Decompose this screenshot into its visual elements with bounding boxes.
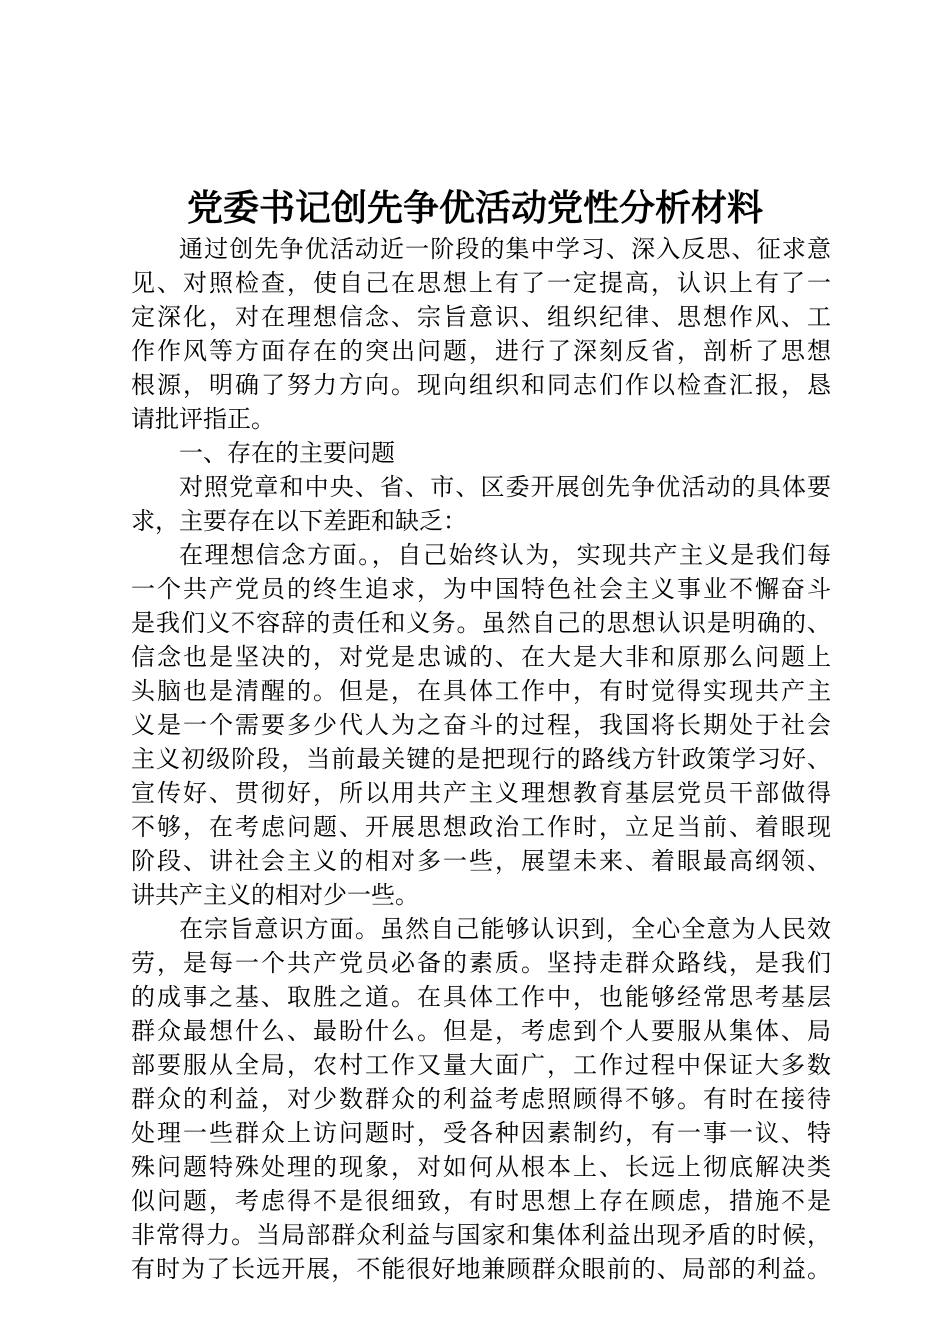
text-line: 劳，是每一个共产党员必备的素质。坚持走群众路线，是我们 [131, 949, 831, 977]
text-line: 请批评指正。 [131, 405, 275, 433]
text-line: 在宗旨意识方面。虽然自己能够认识到，全心全意为人民效 [179, 915, 831, 943]
text-line: 一个共产党员的终生追求，为中国特色社会主义事业不懈奋斗 [131, 575, 831, 603]
text-line: 主义初级阶段，当前最关键的是把现行的路线方针政策学习好、 [131, 745, 831, 773]
text-line: 对照党章和中央、省、市、区委开展创先争优活动的具体要 [179, 473, 831, 501]
text-line: 信念也是坚决的，对党是忠诚的、在大是大非和原那么问题上 [131, 643, 831, 671]
text-line: 的成事之基、取胜之道。在具体工作中，也能够经常思考基层 [131, 983, 831, 1011]
text-line: 在理想信念方面。，自己始终认为，实现共产主义是我们每 [179, 541, 831, 569]
text-line: 通过创先争优活动近一阶段的集中学习、深入反思、征求意 [179, 235, 831, 263]
text-line: 处理一些群众上访问题时，受各种因素制约，有一事一议、特 [131, 1119, 831, 1147]
text-line: 有时为了长远开展，不能很好地兼顾群众眼前的、局部的利益。 [131, 1255, 831, 1283]
text-line: 群众最想什么、最盼什么。但是，考虑到个人要服从集体、局 [131, 1017, 831, 1045]
text-line: 定深化，对在理想信念、宗旨意识、组织纪律、思想作风、工 [131, 303, 831, 331]
text-line: 讲共产主义的相对少一些。 [131, 881, 419, 909]
text-line: 一、存在的主要问题 [179, 439, 395, 467]
text-line: 似问题，考虑得不是很细致，有时思想上存在顾虑，措施不是 [131, 1187, 831, 1215]
text-line: 是我们义不容辞的责任和义务。虽然自己的思想认识是明确的、 [131, 609, 831, 637]
text-line: 不够，在考虑问题、开展思想政治工作时，立足当前、着眼现 [131, 813, 831, 841]
text-line: 群众的利益，对少数群众的利益考虑照顾得不够。有时在接待 [131, 1085, 831, 1113]
text-line: 非常得力。当局部群众利益与国家和集体利益出现矛盾的时候， [131, 1221, 831, 1249]
text-line: 求，主要存在以下差距和缺乏： [131, 507, 467, 535]
document-body [131, 232, 831, 1286]
text-line: 头脑也是清醒的。但是，在具体工作中，有时觉得实现共产主 [131, 677, 831, 705]
text-line: 殊问题特殊处理的现象，对如何从根本上、长远上彻底解决类 [131, 1153, 831, 1181]
text-line: 宣传好、贯彻好，所以用共产主义理想教育基层党员干部做得 [131, 779, 831, 807]
document-title: 党委书记创先争优活动党性分析材料 [186, 187, 763, 229]
text-line: 根源，明确了努力方向。现向组织和同志们作以检查汇报，恳 [131, 371, 831, 399]
text-line: 阶段、讲社会主义的相对多一些，展望未来、着眼最高纲领、 [131, 847, 831, 875]
text-line: 部要服从全局，农村工作又量大面广，工作过程中保证大多数 [131, 1051, 831, 1079]
text-line: 见、对照检查，使自己在思想上有了一定提高，认识上有了一 [131, 269, 831, 297]
text-line: 作作风等方面存在的突出问题，进行了深刻反省，剖析了思想 [131, 337, 831, 365]
text-line: 义是一个需要多少代人为之奋斗的过程，我国将长期处于社会 [131, 711, 831, 739]
